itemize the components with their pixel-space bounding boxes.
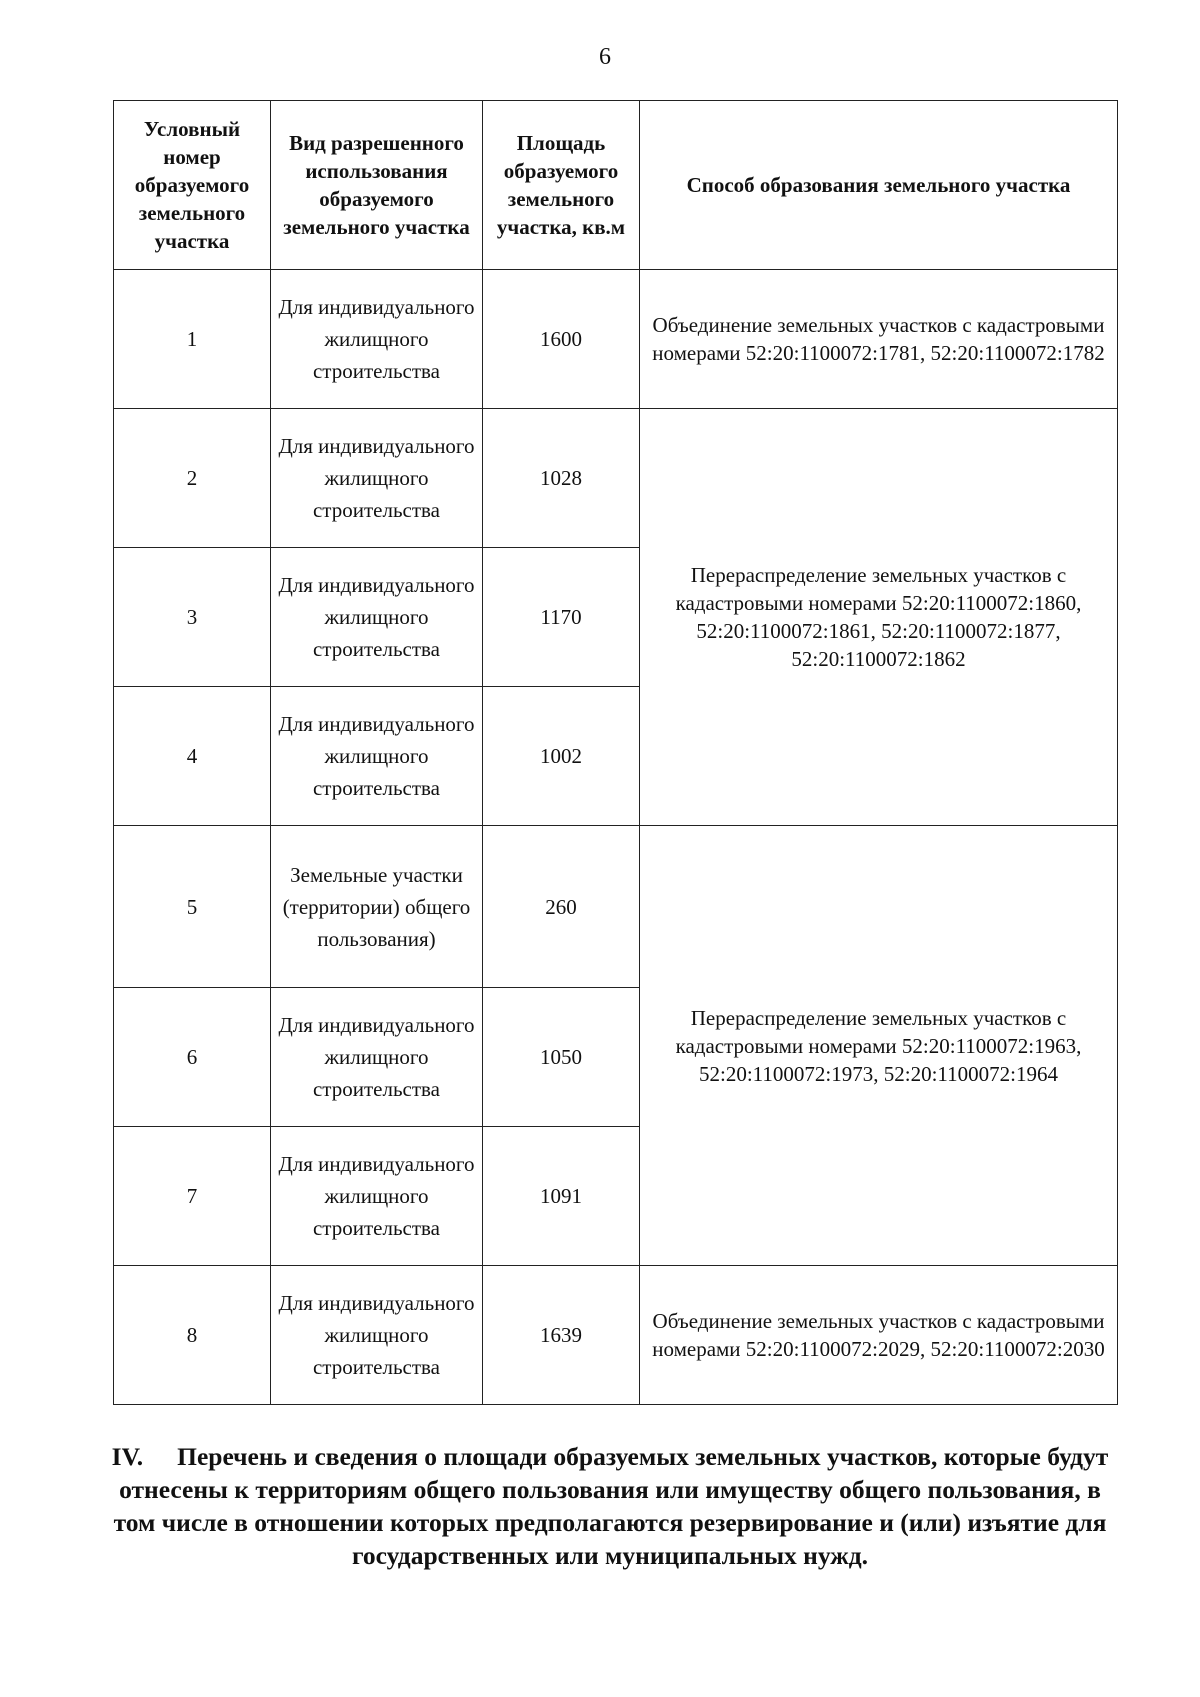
plot-number-cell: 2	[114, 409, 271, 548]
section-number: IV.	[111, 1442, 144, 1471]
area-cell: 1091	[483, 1127, 640, 1266]
area-cell: 1050	[483, 988, 640, 1127]
permitted-use-cell: Для индивидуального жилищного строительства	[271, 687, 483, 826]
plot-number-cell: 1	[114, 270, 271, 409]
permitted-use-cell: Для индивидуального жилищного строительства	[271, 548, 483, 687]
section-title: Перечень и сведения о площади образуемых земельных участков, которые будут отнесены к территориям общего пользования или имуществу общего пользования, в том числе в отношении которых предполагаются резервирование и (или) изъятие для государственных или муниципальных нужд.	[113, 1442, 1109, 1570]
plot-number-cell: 6	[114, 988, 271, 1127]
table-header-row	[114, 101, 1118, 270]
area-cell: 1002	[483, 687, 640, 826]
header-plot-number: Условный номер образуемого земельного участка	[114, 101, 271, 270]
permitted-use-cell: Для индивидуального жилищного строительства	[271, 409, 483, 548]
section-heading	[110, 1440, 1110, 1572]
area-cell: 1028	[483, 409, 640, 548]
permitted-use-cell: Для индивидуального жилищного строительства	[271, 1127, 483, 1266]
formation-method-cell: Объединение земельных участков с кадастровыми номерами 52:20:1100072:1781, 52:20:1100072:1782	[640, 270, 1118, 409]
plot-number-cell: 4	[114, 687, 271, 826]
header-area: Площадь образуемого земельного участка, кв.м	[483, 101, 640, 270]
plot-number-cell: 5	[114, 826, 271, 988]
plot-number-cell: 3	[114, 548, 271, 687]
plot-number-cell: 8	[114, 1266, 271, 1405]
page-number: 6	[599, 44, 611, 70]
table-row	[114, 409, 1118, 548]
table-row	[114, 826, 1118, 988]
permitted-use-cell: Для индивидуального жилищного строительства	[271, 1266, 483, 1405]
plot-number-cell: 7	[114, 1127, 271, 1266]
area-cell: 1600	[483, 270, 640, 409]
formation-method-cell: Перераспределение земельных участков с кадастровыми номерами 52:20:1100072:1963, 52:20:1100072:1973, 52:20:1100072:1964	[640, 826, 1118, 1266]
area-cell: 260	[483, 826, 640, 988]
area-cell: 1170	[483, 548, 640, 687]
permitted-use-cell: Для индивидуального жилищного строительства	[271, 988, 483, 1127]
table-row	[114, 1266, 1118, 1405]
header-permitted-use: Вид разрешенного использования образуемого земельного участка	[271, 101, 483, 270]
formation-method-cell: Перераспределение земельных участков с кадастровыми номерами 52:20:1100072:1860, 52:20:1100072:1861, 52:20:1100072:1877, 52:20:1100072:1862	[640, 409, 1118, 826]
permitted-use-cell: Земельные участки (территории) общего пользования)	[271, 826, 483, 988]
header-formation-method: Способ образования земельного участка	[640, 101, 1118, 270]
permitted-use-cell: Для индивидуального жилищного строительства	[271, 270, 483, 409]
formation-method-cell: Объединение земельных участков с кадастровыми номерами 52:20:1100072:2029, 52:20:1100072:2030	[640, 1266, 1118, 1405]
table-row	[114, 270, 1118, 409]
land-plots-table	[113, 100, 1118, 1405]
area-cell: 1639	[483, 1266, 640, 1405]
